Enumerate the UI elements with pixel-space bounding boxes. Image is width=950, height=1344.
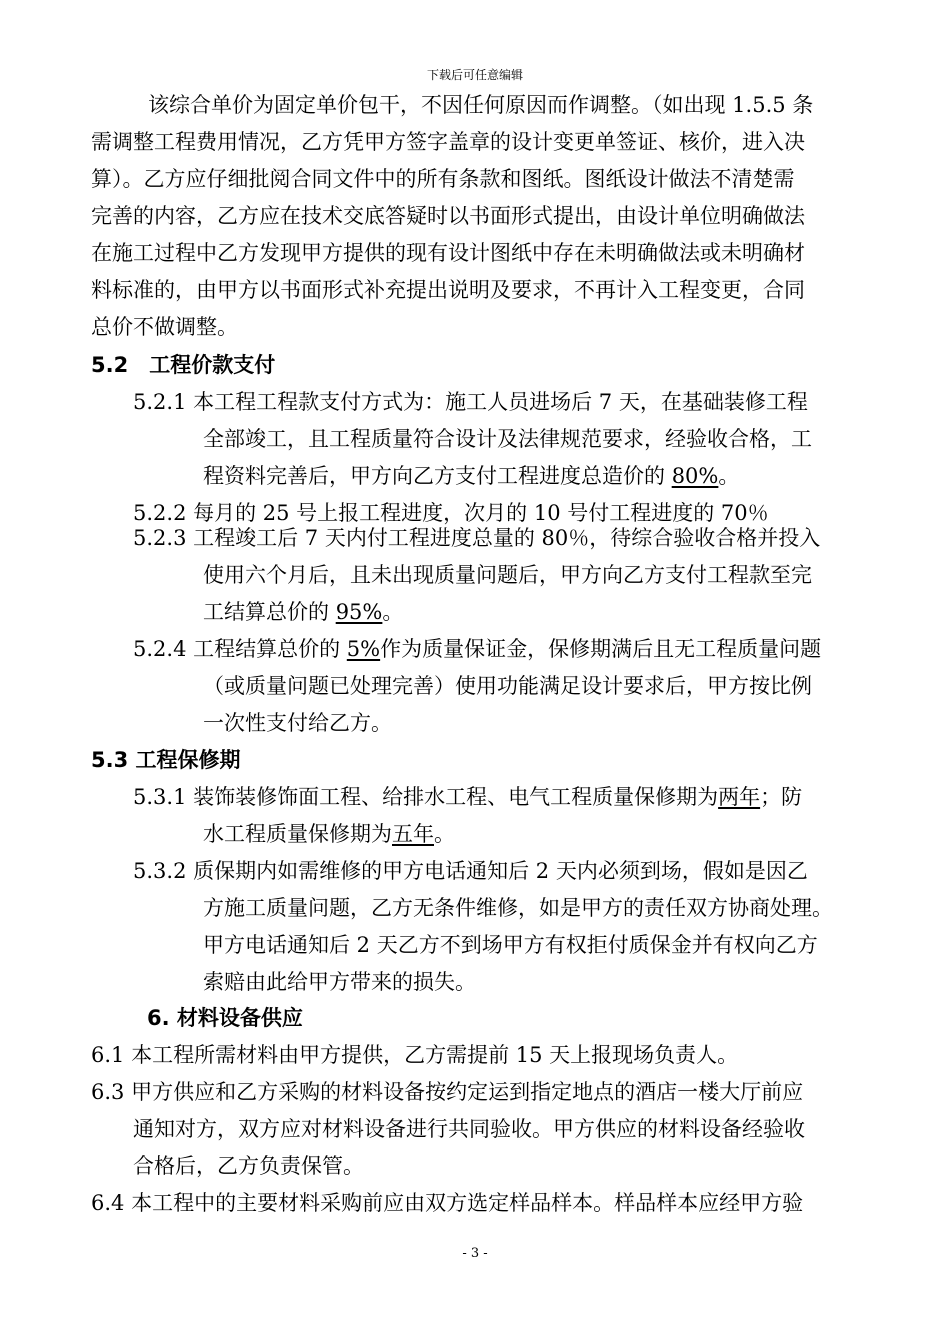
intro-line: 在施工过程中乙方发现甲方提供的现有设计图纸中存在未明确做法或未明确材 (91, 241, 805, 265)
clause-5-2-1-line: 程资料完善后，甲方向乙方支付工程进度总造价的 80%。 (203, 464, 740, 488)
clause-5-3-2-line: 方施工质量问题，乙方无条件维修，如是甲方的责任双方协商处理。 (203, 896, 833, 920)
intro-line: 料标准的，由甲方以书面形式补充提出说明及要求，不再计入工程变更，合同 (91, 278, 805, 302)
clause-5-3-1-line: 5.3.1 装饰装修饰面工程、给排水工程、电气工程质量保修期为两年；防 (133, 785, 803, 809)
clause-5-2-1-line: 5.2.1 本工程工程款支付方式为：施工人员进场后 7 天，在基础装修工程 (133, 390, 808, 414)
clause-5-2-2: 5.2.2 每月的 25 号上报工程进度，次月的 10 号付工程进度的 70％ (133, 501, 769, 525)
underlined-value: 两年 (718, 785, 761, 809)
page-number: - 3 - (462, 1246, 488, 1261)
intro-line: 需调整工程费用情况，乙方凭甲方签字盖章的设计变更单签证、核价，进入决 (91, 130, 805, 154)
clause-5-2-4-line: 5.2.4 工程结算总价的 5%作为质量保证金，保修期满后且无工程质量问题 (133, 637, 822, 661)
clause-5-2-4-line: （或质量问题已处理完善）使用功能满足设计要求后，甲方按比例 (203, 674, 812, 698)
clause-5-2-4-line: 一次性支付给乙方。 (203, 711, 392, 735)
intro-line: 算）。乙方应仔细批阅合同文件中的所有条款和图纸。图纸设计做法不清楚需 (91, 167, 795, 191)
section-heading-6: 6. 材料设备供应 (147, 1006, 303, 1030)
section-heading-5-3: 5.3 工程保修期 (91, 748, 241, 772)
intro-line: 该综合单价为固定单价包干，不因任何原因而作调整。（如出现 1.5.5 条 (148, 93, 814, 117)
underlined-value: 95% (335, 600, 383, 624)
clause-5-2-3-line: 使用六个月后，且未出现质量问题后，甲方向乙方支付工程款至完 (203, 563, 812, 587)
underlined-value: 五年 (392, 822, 434, 846)
clause-5-2-3-line: 工结算总价的 95%。 (203, 600, 404, 624)
page-header: 下载后可任意编辑 (426, 68, 523, 82)
clause-6-4: 6.4 本工程中的主要材料采购前应由双方选定样品样本。样品样本应经甲方验 (91, 1191, 804, 1215)
clause-5-2-1-line: 全部竣工，且工程质量符合设计及法律规范要求，经验收合格，工 (203, 427, 812, 451)
clause-5-3-1-line: 水工程质量保修期为五年。 (203, 822, 455, 846)
clause-5-3-2-line: 索赔由此给甲方带来的损失。 (203, 970, 476, 994)
clause-5-3-2-line: 5.3.2 质保期内如需维修的甲方电话通知后 2 天内必须到场，假如是因乙 (133, 859, 808, 883)
clause-6-1: 6.1 本工程所需材料由甲方提供，乙方需提前 15 天上报现场负责人。 (91, 1043, 739, 1067)
clause-6-3-line: 6.3 甲方供应和乙方采购的材料设备按约定运到指定地点的酒店一楼大厅前应 (91, 1080, 804, 1104)
clause-5-3-2-line: 甲方电话通知后 2 天乙方不到场甲方有权拒付质保金并有权向乙方 (203, 933, 818, 957)
clause-6-3-line: 合格后，乙方负责保管。 (133, 1154, 364, 1178)
intro-line: 完善的内容，乙方应在技术交底答疑时以书面形式提出，由设计单位明确做法 (91, 204, 805, 228)
clause-5-2-3-line: 5.2.3 工程竣工后 7 天内付工程进度总量的 80％，待综合验收合格并投入 (133, 526, 821, 550)
underlined-value: 80% (671, 464, 719, 488)
clause-6-3-line: 通知对方，双方应对材料设备进行共同验收。甲方供应的材料设备经验收 (133, 1117, 805, 1141)
section-heading-5-2: 5.2 工程价款支付 (91, 353, 276, 377)
intro-line: 总价不做调整。 (91, 315, 238, 339)
underlined-value: 5% (346, 637, 381, 661)
